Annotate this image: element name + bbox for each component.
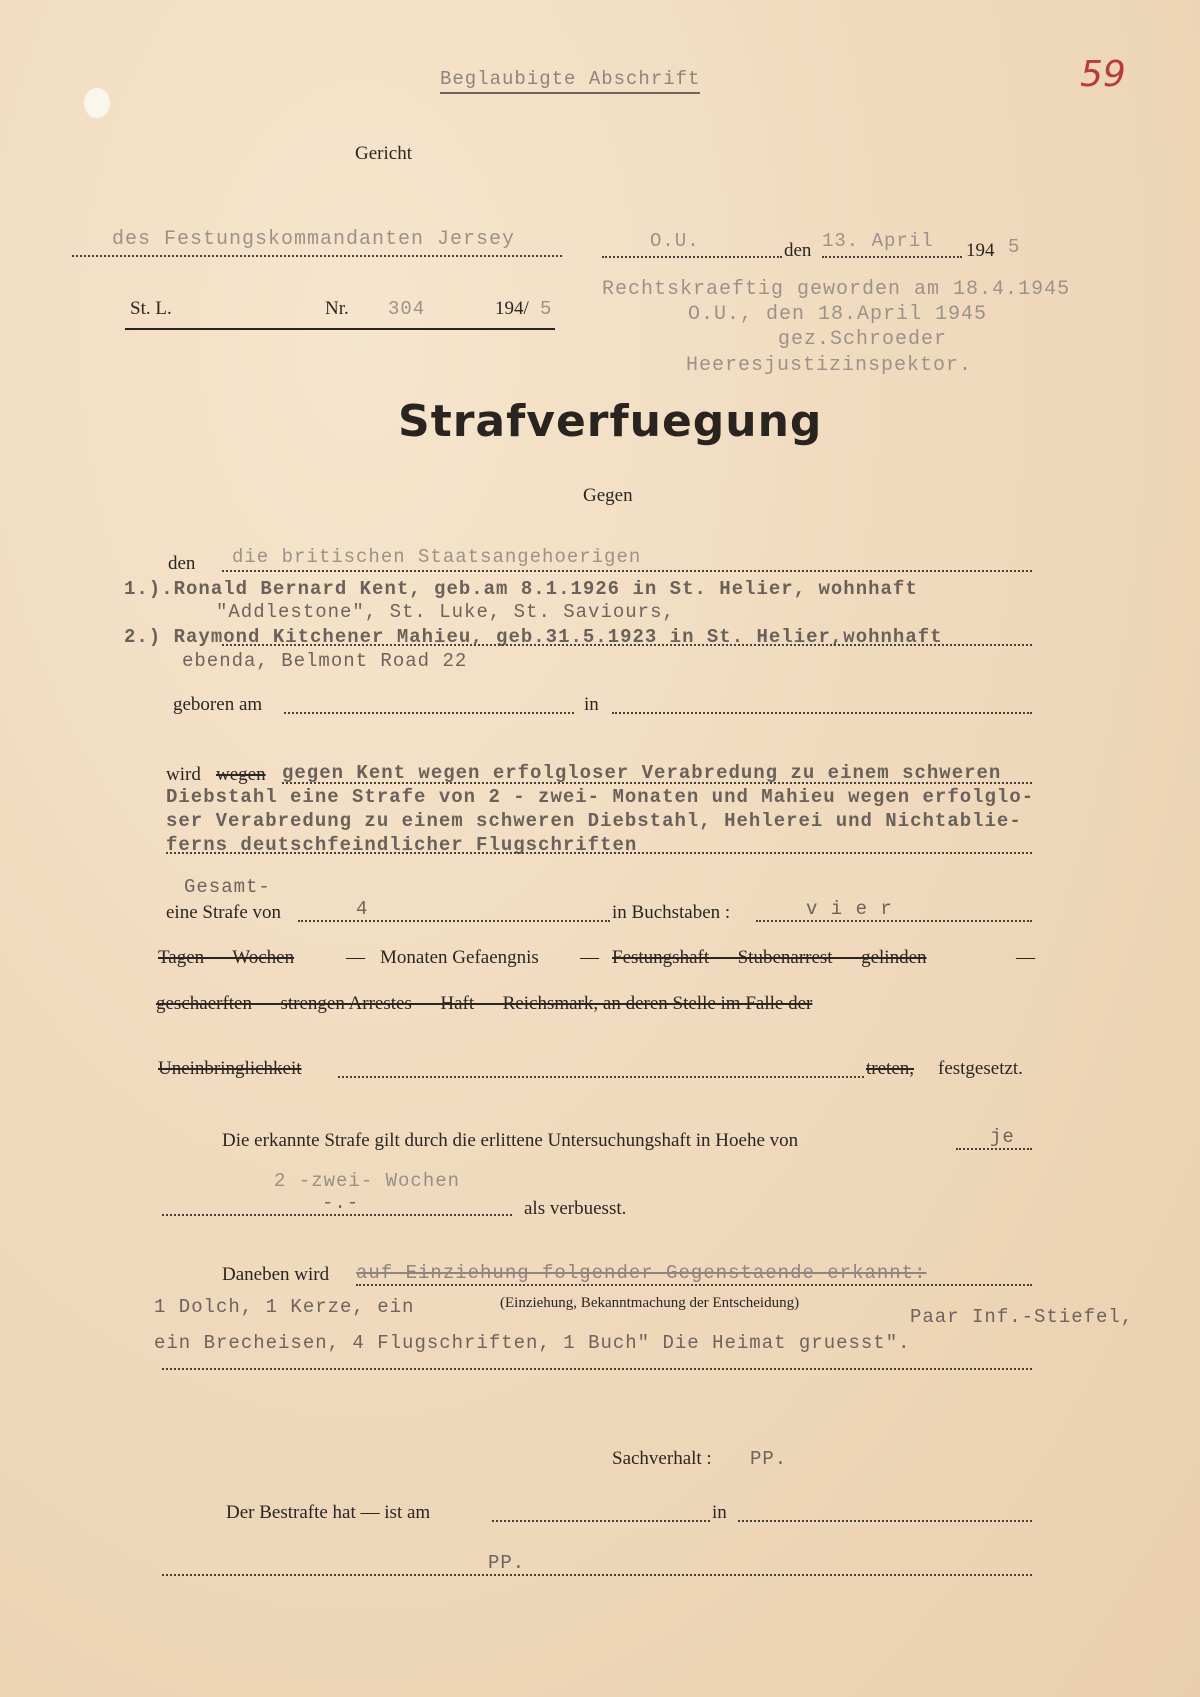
geboren-in-line bbox=[612, 712, 1032, 714]
daneben-label: Daneben wird bbox=[222, 1264, 330, 1285]
accused-line-0: die britischen Staatsangehoerigen bbox=[232, 546, 642, 568]
bestrafte-label: Der Bestrafte hat — ist am bbox=[226, 1502, 431, 1523]
den-accused-label: den bbox=[168, 553, 196, 574]
buchstaben-line bbox=[756, 920, 1032, 922]
sachverhalt-pp: PP. bbox=[750, 1448, 788, 1470]
stamp-line-2: O.U., den 18.April 1945 bbox=[688, 303, 988, 326]
confiscation-line-1-right: Paar Inf.-Stiefel, bbox=[910, 1306, 1134, 1328]
stl-label: St. L. bbox=[130, 298, 172, 319]
nr-year-prefix: 194/ bbox=[495, 298, 529, 319]
penalty-value: 4 bbox=[356, 898, 369, 920]
geboren-line bbox=[284, 712, 574, 714]
gegen-label: Gegen bbox=[583, 485, 633, 506]
facts-pp-2: PP. bbox=[488, 1552, 526, 1574]
festungshaft-line: Festungshaft — Stubenarrest — gelinden bbox=[612, 947, 927, 968]
stamp-line-3: gez.Schroeder bbox=[778, 328, 948, 351]
document-title: Strafverfuegung bbox=[398, 396, 823, 447]
den-label: den bbox=[784, 240, 812, 261]
credit-mark: -.- bbox=[322, 1192, 360, 1214]
year-prefix: 194 bbox=[966, 240, 995, 261]
bestrafte-date-line bbox=[492, 1520, 710, 1522]
accused-line-4: ebenda, Belmont Road 22 bbox=[182, 650, 468, 672]
header-rule bbox=[125, 328, 555, 330]
accused-line-2: "Addlestone", St. Luke, St. Saviours, bbox=[216, 601, 675, 623]
accused-line-0-dots bbox=[222, 570, 1032, 572]
court-line bbox=[72, 255, 562, 257]
dash-3: — bbox=[1016, 947, 1035, 968]
nr-value: 304 bbox=[388, 298, 426, 320]
charge-line-3: ser Verabredung zu einem schweren Diebstahl, Hehlerei und Nichtablie- bbox=[166, 810, 1022, 832]
accused-line-3: 2.) Raymond Kitchener Mahieu, geb.31.5.1923 in St. Helier,wohnhaft bbox=[124, 626, 943, 648]
stamp-line-4: Heeresjustizinspektor. bbox=[686, 354, 973, 377]
wegen-label: wegen bbox=[216, 764, 266, 785]
paper-hole bbox=[84, 88, 110, 118]
confiscation-line-2: ein Brecheisen, 4 Flugschriften, 1 Buch" Die Heimat gruesst". bbox=[154, 1332, 911, 1354]
date: 13. April bbox=[822, 230, 934, 252]
page-number: 59 bbox=[1080, 54, 1126, 95]
dash-1: — bbox=[346, 947, 365, 968]
wird-label: wird bbox=[166, 764, 201, 785]
year-suffix: 5 bbox=[1008, 236, 1021, 258]
nr-year-suffix: 5 bbox=[540, 298, 553, 320]
court-label: Gericht bbox=[355, 143, 412, 164]
confiscation-line-1-left: 1 Dolch, 1 Kerze, ein bbox=[154, 1296, 415, 1318]
penalty-value-line bbox=[298, 920, 610, 922]
bestrafte-in-label: in bbox=[712, 1502, 727, 1523]
gesamt: Gesamt- bbox=[184, 876, 271, 898]
monaten-gefaengnis: Monaten Gefaengnis bbox=[380, 947, 539, 968]
court-name: des Festungskommandanten Jersey bbox=[112, 228, 516, 251]
charge-line-4: ferns deutschfeindlicher Flugschriften bbox=[166, 834, 638, 856]
uneinbringlichkeit: Uneinbringlichkeit bbox=[158, 1058, 302, 1079]
verbuesst: als verbuesst. bbox=[524, 1198, 627, 1219]
festgesetzt: festgesetzt. bbox=[938, 1058, 1023, 1079]
credit-value-line bbox=[956, 1148, 1032, 1150]
charge-line-1-dots bbox=[282, 782, 1032, 784]
penalty-line-2: geschaerften — strengen Arrestes — Haft — Reichsmark, an deren Stelle im Falle der bbox=[156, 993, 813, 1014]
geboren-label: geboren am bbox=[173, 694, 263, 715]
dash-2: — bbox=[580, 947, 599, 968]
credit-value: je bbox=[990, 1126, 1015, 1148]
confiscation-struck: auf Einziehung folgender Gegenstaende erkannt: bbox=[356, 1262, 927, 1284]
eine-strafe-label: eine Strafe von bbox=[166, 902, 282, 923]
accused-line-3-dots bbox=[222, 644, 1032, 646]
accused-line-1: 1.).Ronald Bernard Kent, geb.am 8.1.1926 in St. Helier, wohnhaft bbox=[124, 578, 918, 600]
nr-label: Nr. bbox=[325, 298, 349, 319]
geboren-in-label: in bbox=[584, 694, 599, 715]
date-line bbox=[822, 256, 962, 258]
credit-line: Die erkannte Strafe gilt durch die erlittene Untersuchungshaft in Hoehe von bbox=[222, 1130, 799, 1151]
tagen-wochen: Tagen — Wochen bbox=[158, 947, 295, 968]
confiscation-bracket-note: (Einziehung, Bekanntmachung der Entscheidung) bbox=[500, 1295, 800, 1311]
charge-line-1: gegen Kent wegen erfolgloser Verabredung zu einem schweren bbox=[282, 762, 1002, 784]
penalty-value-words: v i e r bbox=[806, 898, 893, 920]
stamp-line-1: Rechtskraeftig geworden am 18.4.1945 bbox=[602, 278, 1071, 301]
credit-typed: 2 -zwei- Wochen bbox=[274, 1170, 461, 1192]
charge-line-4-dots bbox=[166, 852, 1032, 854]
confiscation-line-2-dots bbox=[162, 1368, 1032, 1370]
place-line bbox=[602, 256, 782, 258]
certified-copy-stamp: Beglaubigte Abschrift bbox=[440, 68, 700, 94]
place: O.U. bbox=[650, 230, 700, 252]
sachverhalt-label: Sachverhalt : bbox=[612, 1448, 712, 1469]
bestrafte-in-line bbox=[738, 1520, 1032, 1522]
credit-line-2 bbox=[162, 1214, 512, 1216]
buchstaben-label: in Buchstaben : bbox=[612, 902, 731, 923]
facts-final-line bbox=[162, 1574, 1032, 1576]
charge-line-2: Diebstahl eine Strafe von 2 - zwei- Monaten und Mahieu wegen erfolglo- bbox=[166, 786, 1035, 808]
treten: treten, bbox=[866, 1058, 915, 1079]
confiscation-line-0 bbox=[356, 1284, 1032, 1286]
uneinbringlichkeit-line bbox=[338, 1076, 864, 1078]
